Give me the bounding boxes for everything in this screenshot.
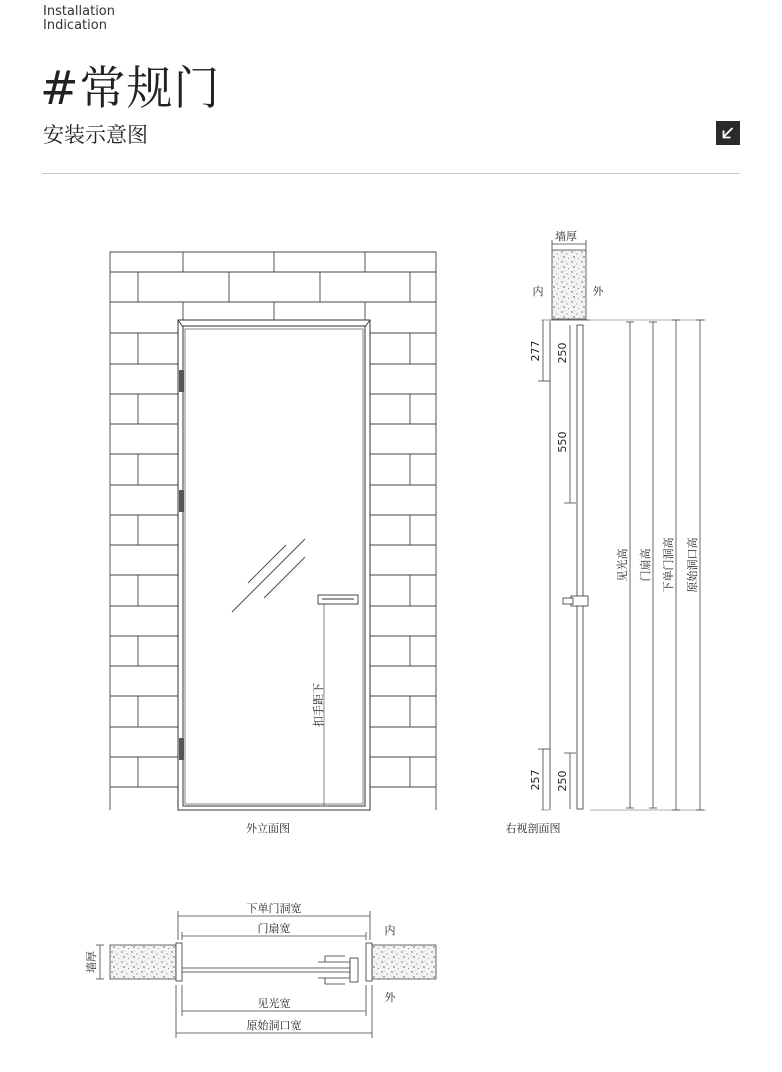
side-outside-label: 外 (592, 285, 604, 298)
side-view-caption: 右视剖面图 (505, 822, 561, 835)
plan-outside-label: 外 (384, 991, 396, 1004)
leaf-height-label: 门扇高 (639, 548, 652, 582)
dim-bottom-inner: 250 (556, 770, 569, 792)
plan-wall-thickness-label: 墙厚 (85, 951, 98, 973)
opening-height-label: 下单门洞高 (662, 537, 675, 593)
side-inside-label: 内 (532, 285, 544, 298)
eyebrow-line-1: Installation (43, 4, 116, 19)
side-wall-thickness-label: 墙厚 (555, 230, 577, 243)
eyebrow-line-2: Indication (43, 18, 107, 33)
original-opening-width-label: 原始洞口宽 (246, 1019, 302, 1032)
front-elevation (110, 252, 436, 810)
handle-height-label: 扣手距下 (312, 683, 325, 727)
front-view-caption: 外立面图 (246, 822, 290, 835)
dim-bottom-outer: 257 (529, 769, 542, 791)
dim-top-inner: 250 (556, 342, 569, 364)
leaf-width-label: 门扇宽 (257, 922, 291, 935)
light-width-label: 见光宽 (257, 997, 291, 1010)
opening-width-label: 下单门洞宽 (246, 902, 302, 915)
side-section (538, 240, 706, 810)
dim-middle: 550 (556, 431, 569, 453)
page-subtitle: 安装示意图 (43, 123, 148, 147)
original-opening-height-label: 原始洞口高 (686, 537, 699, 593)
page-title: #常规门 (40, 61, 221, 115)
light-height-label: 见光高 (616, 548, 629, 582)
plan-inside-label: 内 (384, 924, 396, 937)
dim-top-outer: 277 (529, 340, 542, 362)
